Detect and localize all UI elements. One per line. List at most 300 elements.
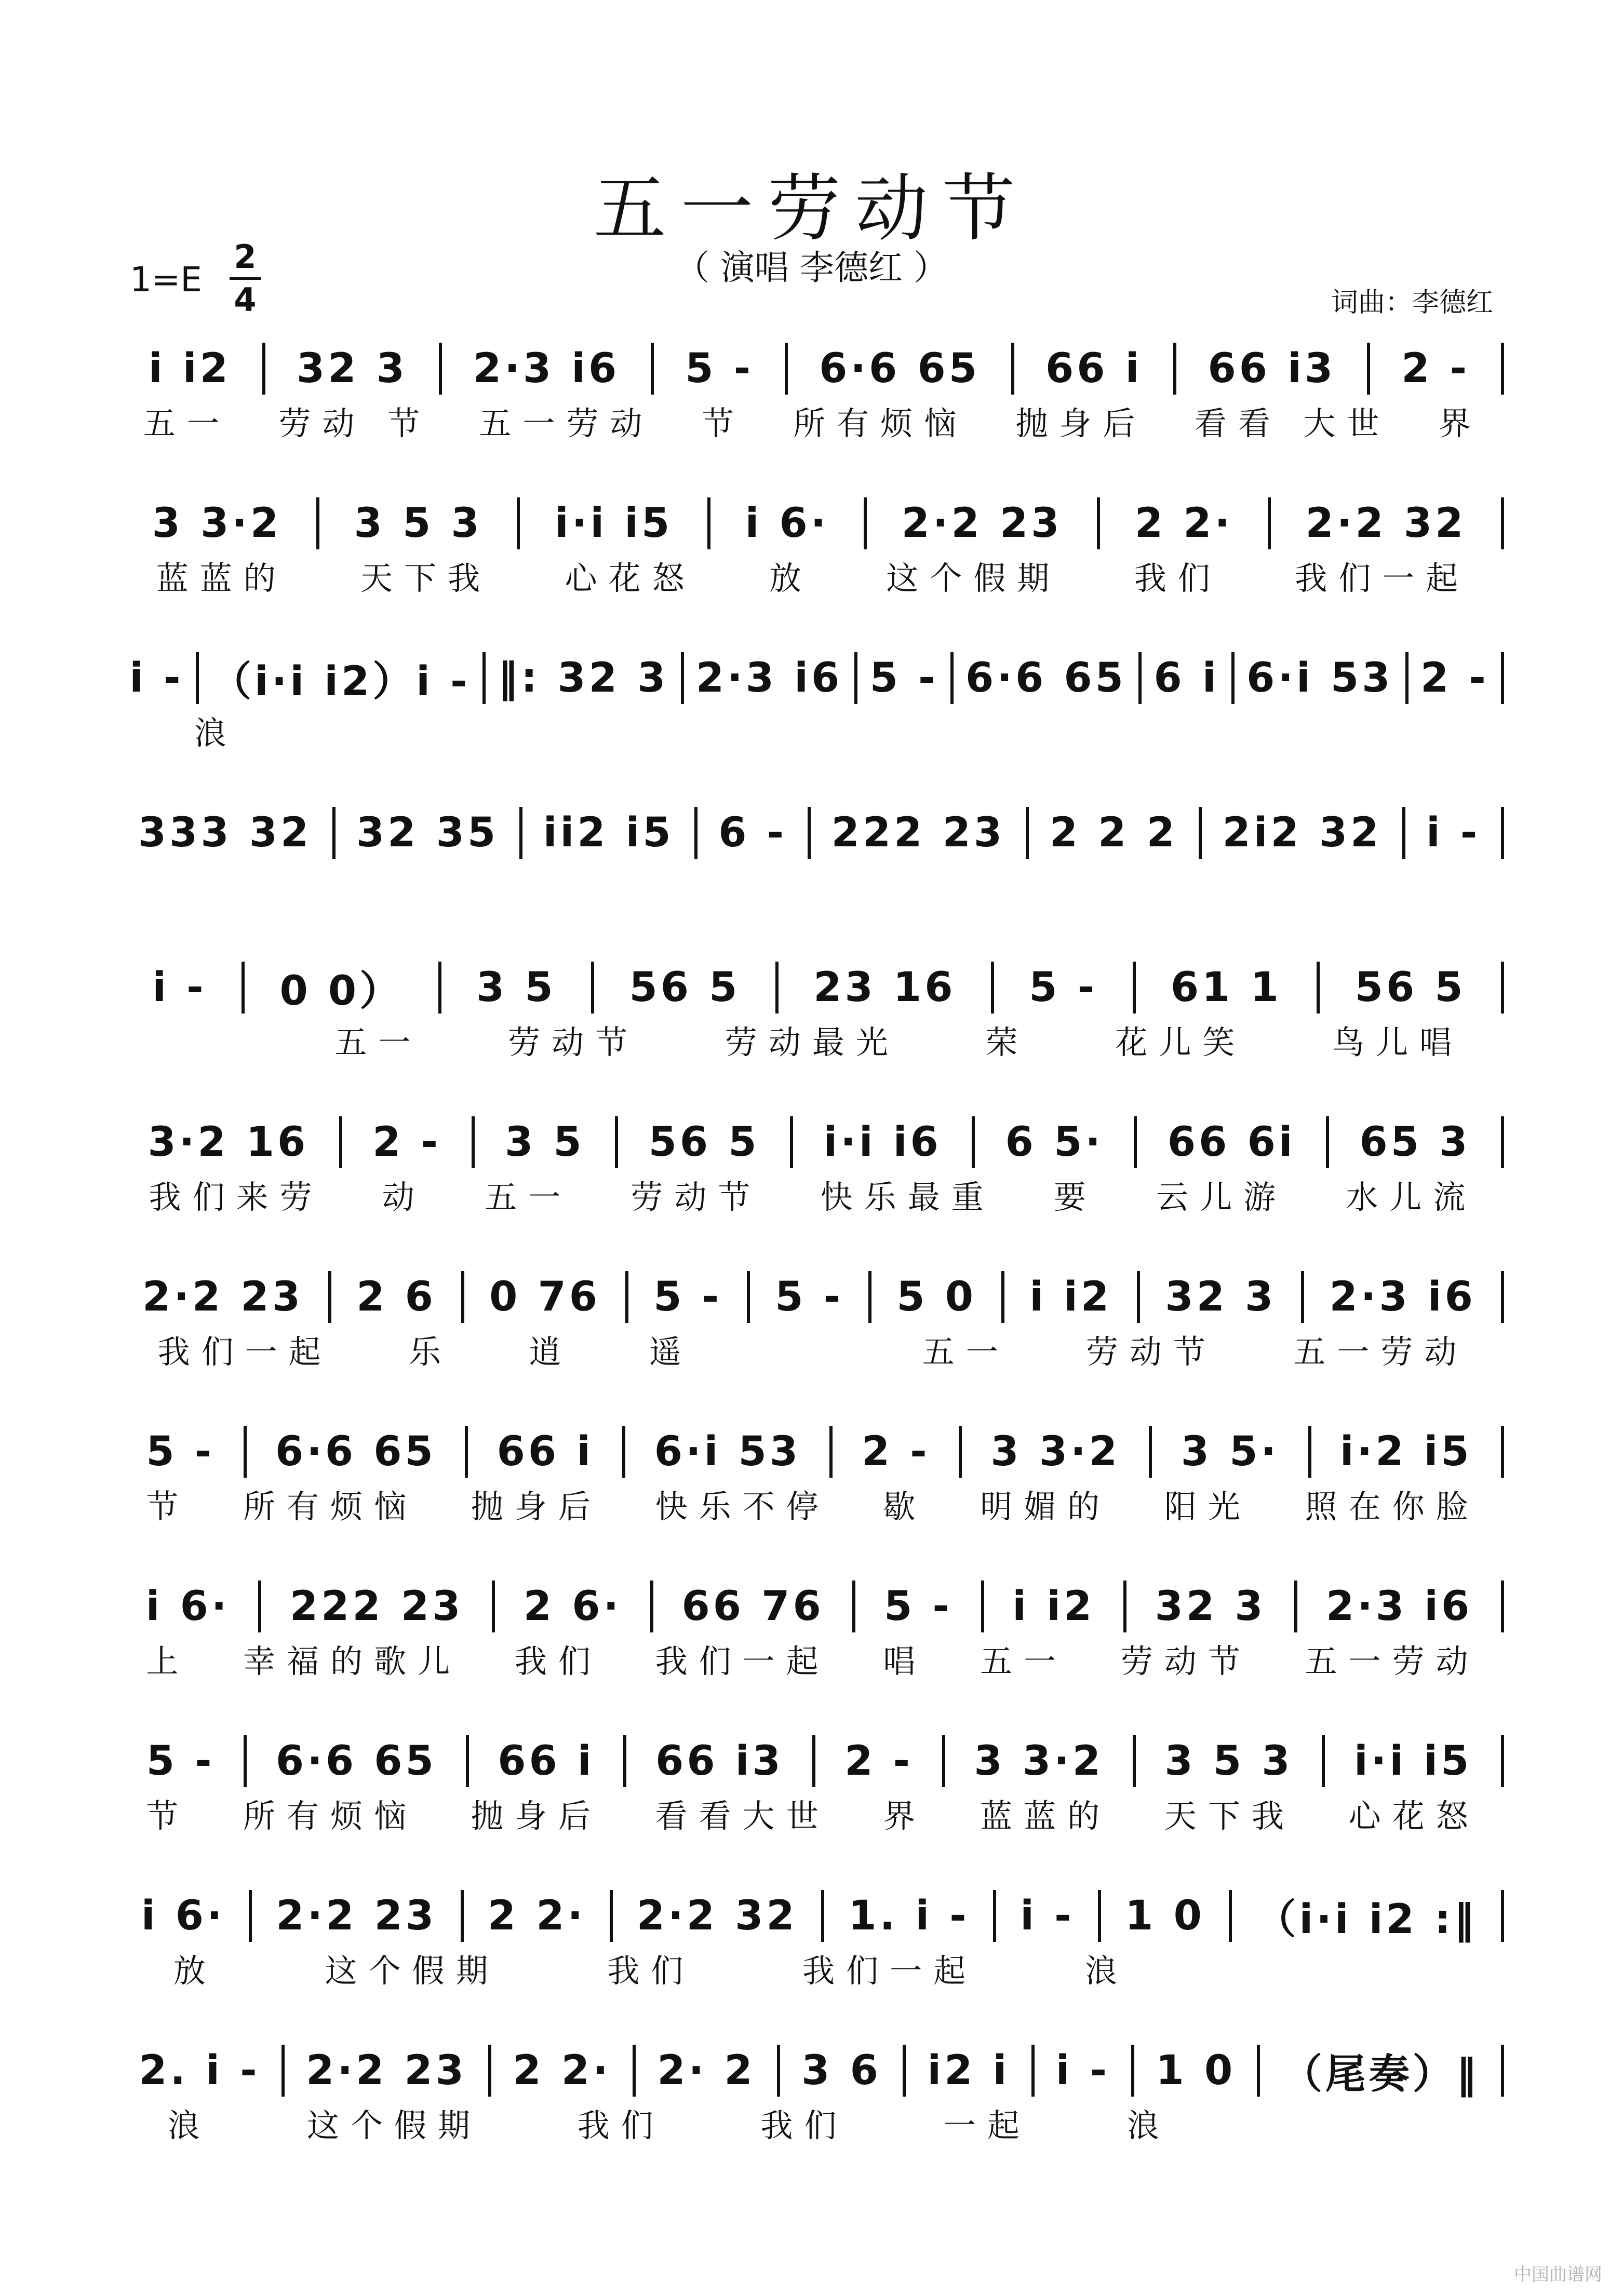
barline: [651, 343, 654, 395]
barline: [472, 1116, 475, 1168]
barline: [1097, 497, 1100, 549]
measure: i·i i5: [1353, 1738, 1472, 1785]
measure: 32 3: [1155, 1583, 1266, 1630]
lyric-text: 这个假期: [325, 1951, 500, 1990]
barline: [854, 652, 857, 704]
lyric-text: 一起: [944, 2106, 1031, 2144]
measure: 2 -: [1401, 345, 1470, 392]
notation-row: [119, 959, 1506, 1016]
barline: [244, 1426, 247, 1478]
barline: [1405, 652, 1409, 704]
barline: [993, 1890, 996, 1942]
measure: i i2: [1012, 1583, 1095, 1630]
measure: 2·2 32: [636, 1893, 798, 1939]
barline: [972, 1116, 975, 1168]
measure: i·i i5: [554, 500, 673, 547]
lyric-text: 抛身后: [471, 1487, 602, 1525]
measure: 66 i3: [655, 1738, 784, 1785]
measure: 222 23: [831, 809, 1005, 856]
lyric-text: 五一劳动: [1305, 1642, 1480, 1680]
barline: [852, 1581, 855, 1632]
score-system: [119, 959, 1506, 1063]
measure: i -: [152, 964, 207, 1011]
measure: 6·6 65: [819, 345, 980, 392]
score-system: [119, 1887, 1506, 1991]
barline: [1137, 1271, 1140, 1323]
lyric-text: 这个假期: [307, 2106, 482, 2144]
barline: [829, 1426, 833, 1478]
barline: [1322, 1735, 1325, 1787]
barline: [1098, 1890, 1101, 1942]
lyrics-row: [119, 1635, 1506, 1682]
measure: 1 0: [1125, 1893, 1205, 1939]
lyric-text: 劳动节: [631, 1178, 762, 1216]
measure: 1 0: [1156, 2047, 1236, 2094]
measure: 3 6: [801, 2047, 881, 2094]
measure: i·i i6: [823, 1119, 942, 1166]
lyrics-row: [119, 1326, 1506, 1372]
lyric-text: 心花怒: [1348, 1797, 1480, 1835]
barline: [864, 497, 867, 549]
notation-row: [119, 1268, 1506, 1326]
lyrics-row: [119, 1790, 1506, 1836]
score-system: [119, 1423, 1506, 1527]
lyric-text: 花儿笑: [1115, 1023, 1246, 1061]
score-system: [119, 495, 1506, 599]
time-signature-bottom: 4: [234, 281, 257, 319]
lyric-text: 浪: [167, 2106, 211, 2144]
barline: [1501, 962, 1504, 1014]
lyrics-row: [119, 1480, 1506, 1527]
measure: 222 23: [289, 1583, 464, 1630]
lyric-text: 五一: [980, 1642, 1068, 1680]
measure: 2 -: [861, 1428, 930, 1475]
lyric-text: 劳动节: [1086, 1332, 1217, 1371]
lyric-text: 五一: [922, 1332, 1010, 1371]
measure: 3 5: [504, 1119, 585, 1166]
measure: 2·2 32: [1305, 500, 1467, 547]
lyric-text: 照在你脸: [1305, 1487, 1480, 1525]
measure: i i2: [1029, 1274, 1112, 1320]
barline: [439, 343, 442, 395]
lyric-text: 五一: [334, 1023, 422, 1061]
lyric-text: 我们: [514, 1642, 602, 1680]
notation-row: [119, 495, 1506, 552]
measure: 2· 2: [657, 2047, 756, 2094]
lyric-text: 我们: [607, 1951, 695, 1990]
singer-credit: （ 演唱 李德红 ）: [675, 248, 948, 288]
measure: 23 16: [813, 964, 956, 1011]
barline: [1231, 652, 1235, 704]
measure: 5 -: [146, 1428, 215, 1475]
lyrics-row: [119, 2099, 1506, 2146]
measure: 3·2 16: [147, 1119, 309, 1166]
lyric-text: 乐: [409, 1332, 453, 1371]
measure: 1. i -: [848, 1893, 970, 1939]
lyric-text: 天下我: [360, 559, 492, 597]
measure: i -: [1426, 809, 1481, 856]
lyric-text: 界: [883, 1797, 927, 1835]
barline: [488, 2045, 491, 2097]
measure: 2 -: [844, 1738, 913, 1785]
measure: 5 -: [775, 1274, 844, 1320]
measure: 3 3·2: [152, 500, 282, 547]
lyric-text: 放: [173, 1951, 217, 1990]
score-system: [119, 1268, 1506, 1372]
barline: [196, 652, 199, 704]
composer-credit: 词曲：李德红: [1331, 287, 1493, 318]
notation-row: [119, 1733, 1506, 1790]
measure: 6·i 53: [1246, 655, 1393, 701]
score-system: [119, 340, 1506, 444]
notation-row: [119, 650, 1506, 707]
lyric-text: 看看大世: [655, 1797, 830, 1835]
measure: 3 3·2: [990, 1428, 1121, 1475]
barline: [981, 1581, 984, 1632]
barline: [1501, 1271, 1504, 1323]
barline: [1501, 1735, 1504, 1787]
barline: [519, 807, 522, 859]
measure: 61 1: [1170, 964, 1282, 1011]
barline: [1501, 497, 1504, 549]
measure: 6·6 65: [275, 1428, 436, 1475]
lyric-text: 心花怒: [565, 559, 696, 597]
measure: i -: [129, 655, 184, 701]
lyric-text: 鸟儿唱: [1332, 1023, 1464, 1061]
measure: 2·3 i6: [695, 655, 843, 701]
lyric-text: 抛身后: [471, 1797, 602, 1835]
time-signature-top: 2: [234, 238, 257, 276]
measure: 2·2 23: [276, 1893, 437, 1939]
barline: [991, 962, 994, 1014]
barline: [262, 343, 265, 395]
lyric-text: 遥: [649, 1332, 693, 1371]
barline: [633, 2045, 636, 2097]
barline: [1229, 1890, 1232, 1942]
score-system: [119, 1578, 1506, 1682]
barline: [868, 1271, 871, 1323]
lyric-text: 我们: [760, 2106, 848, 2144]
barline: [1501, 1890, 1504, 1942]
measure: 2·3 i6: [473, 345, 620, 392]
barline: [1199, 807, 1202, 859]
lyrics-row: [119, 707, 1506, 753]
measure: 0 76: [489, 1274, 601, 1320]
measure: 6·6 65: [275, 1738, 437, 1785]
measure: 6 i: [1153, 655, 1219, 701]
measure: 2 2·: [1134, 500, 1233, 547]
measure: 3 3·2: [974, 1738, 1104, 1785]
measure: 56 5: [629, 964, 741, 1011]
measure: ii2 i5: [543, 809, 674, 856]
measure: 2. i -: [139, 2047, 260, 2094]
barline: [1133, 1735, 1136, 1787]
measure: 2 2·: [513, 2047, 611, 2094]
measure: （尾奏）‖: [1281, 2051, 1480, 2098]
time-signature: [230, 238, 261, 319]
barline: [812, 1735, 815, 1787]
lyric-text: 逍: [529, 1332, 573, 1371]
lyric-text: 天下我: [1164, 1797, 1295, 1835]
measure: 2 2·: [487, 1893, 586, 1939]
barline: [1317, 962, 1320, 1014]
song-title: 五一劳动节: [593, 167, 1030, 251]
notation-row: [119, 340, 1506, 397]
lyric-text: 劳动 节: [278, 404, 432, 442]
barline: [1134, 1116, 1137, 1168]
measure: 5 -: [685, 345, 754, 392]
barline: [650, 1581, 653, 1632]
barline: [1367, 343, 1370, 395]
notation-row: [119, 1887, 1506, 1944]
barline: [1026, 807, 1029, 859]
barline: [785, 343, 788, 395]
barline: [339, 1116, 342, 1168]
barline: [707, 497, 710, 549]
lyric-text: 节: [146, 1487, 190, 1525]
measure: 5 -: [653, 1274, 722, 1320]
barline: [1031, 2045, 1035, 2097]
barline: [466, 1735, 469, 1787]
barline: [950, 652, 954, 704]
barline: [1501, 807, 1504, 859]
measure: 333 32: [138, 809, 312, 856]
barline: [461, 1271, 464, 1323]
barline: [1138, 652, 1142, 704]
measure: 3 5 3: [354, 500, 482, 547]
barline: [1326, 1116, 1329, 1168]
lyric-text: 动: [382, 1178, 426, 1216]
measure: 2·3 i6: [1325, 1583, 1473, 1630]
lyric-text: 浪: [1126, 2106, 1171, 2144]
lyric-text: 我们一起: [1295, 559, 1470, 597]
lyrics-row: [119, 397, 1506, 444]
lyric-text: 我们: [1134, 559, 1222, 597]
measure: 66 i: [498, 1738, 595, 1785]
lyric-text: 五一劳动: [1293, 1332, 1468, 1371]
measure: 5 -: [146, 1738, 215, 1785]
lyric-text: 所有烦恼: [793, 404, 968, 442]
lyric-text: 劳动节: [1120, 1642, 1252, 1680]
measure: ‖: 32 3: [498, 655, 669, 701]
barline: [1501, 652, 1504, 704]
barline: [328, 1271, 331, 1323]
measure: （i·i i2）i -: [211, 658, 471, 705]
lyric-text: 快乐不停: [655, 1487, 830, 1525]
lyric-text: 水儿流: [1346, 1178, 1477, 1216]
notation-row: [119, 1114, 1506, 1171]
measure: 3 5·: [1181, 1428, 1280, 1475]
measure: 2 6: [356, 1274, 436, 1320]
barline: [1011, 343, 1014, 395]
barline: [1402, 807, 1405, 859]
measure: 5 0: [896, 1274, 977, 1320]
score-system: [119, 650, 1506, 753]
measure: 5 -: [1029, 964, 1098, 1011]
lyric-text: 放: [769, 559, 813, 597]
barline: [1308, 1426, 1311, 1478]
lyric-text: 幸福的歌儿: [243, 1642, 462, 1680]
measure: i 6·: [745, 500, 829, 547]
measure: 56 5: [1354, 964, 1466, 1011]
measure: 5 -: [884, 1583, 953, 1630]
lyric-text: 要: [1053, 1178, 1097, 1216]
lyric-text: 阳光: [1164, 1487, 1252, 1525]
lyric-text: 唱: [883, 1642, 927, 1680]
measure: 66 i3: [1208, 345, 1336, 392]
measure: 2 -: [372, 1119, 441, 1166]
lyric-text: 节: [146, 1797, 190, 1835]
lyrics-row: [119, 1016, 1506, 1063]
measure: 65 3: [1359, 1119, 1471, 1166]
barline: [1501, 2045, 1504, 2097]
lyrics-row: [119, 861, 1506, 908]
barline: [1301, 1271, 1304, 1323]
measure: i -: [1055, 2047, 1110, 2094]
lyric-text: 我们一起: [655, 1642, 830, 1680]
measure: 0 0）: [279, 968, 404, 1015]
lyric-text: 劳动节: [508, 1023, 639, 1061]
barline: [1123, 1581, 1126, 1632]
barline: [461, 1890, 464, 1942]
measure: 56 5: [648, 1119, 760, 1166]
barline: [1133, 962, 1136, 1014]
score-system: [119, 804, 1506, 908]
barline: [281, 2045, 285, 2097]
barline: [775, 962, 779, 1014]
lyric-text: 我们一起: [802, 1951, 977, 1990]
barline: [1501, 343, 1504, 395]
watermark: 中国曲谱网: [1514, 2264, 1602, 2285]
measure: 32 3: [1165, 1274, 1277, 1320]
lyric-text: 劳动最光: [725, 1023, 900, 1061]
lyric-text: 蓝蓝的: [156, 559, 287, 597]
measure: 2·2 23: [142, 1274, 303, 1320]
lyric-text: 浪: [1084, 1951, 1129, 1990]
measure: 32 3: [296, 345, 408, 392]
notation-row: [119, 1423, 1506, 1480]
lyric-text: 看看 大世: [1194, 404, 1391, 442]
barline: [681, 652, 684, 704]
barline: [694, 807, 698, 859]
barline: [591, 962, 594, 1014]
key-signature: 1=E: [130, 260, 202, 300]
measure: 66 6i: [1167, 1119, 1296, 1166]
measure: 2i2 32: [1222, 809, 1382, 856]
measure: 6·i 53: [654, 1428, 801, 1475]
measure: 2 -: [1420, 655, 1489, 701]
lyric-text: 节: [701, 404, 745, 442]
measure: 6 5·: [1005, 1119, 1104, 1166]
measure: 2 6·: [523, 1583, 622, 1630]
barline: [1501, 1581, 1504, 1632]
lyric-text: 五一劳动: [479, 404, 654, 442]
lyric-text: 上: [146, 1642, 190, 1680]
barline: [332, 807, 336, 859]
barline: [1257, 2045, 1260, 2097]
lyric-text: 蓝蓝的: [980, 1797, 1111, 1835]
lyric-text: 荣: [985, 1023, 1029, 1061]
measure: i i2: [149, 345, 231, 392]
lyrics-row: [119, 1944, 1506, 1991]
measure: 2·2 23: [901, 500, 1063, 547]
barline: [610, 1890, 613, 1942]
barline: [244, 1735, 247, 1787]
lyric-text: 这个假期: [886, 559, 1061, 597]
measure: 5 -: [869, 655, 938, 701]
barline: [808, 807, 811, 859]
lyric-text: 云儿游: [1156, 1178, 1287, 1216]
measure: 2 2 2: [1049, 809, 1178, 856]
measure: i2 i: [927, 2047, 1010, 2094]
barline: [1294, 1581, 1297, 1632]
barline: [1268, 497, 1271, 549]
lyric-text: 五一: [143, 404, 231, 442]
lyric-text: 抛身后: [1015, 404, 1147, 442]
barline: [1149, 1426, 1152, 1478]
lyric-text: 明媚的: [980, 1487, 1111, 1525]
barline: [615, 1116, 618, 1168]
barline: [777, 2045, 780, 2097]
notation-row: [119, 1578, 1506, 1635]
score-system: [119, 1733, 1506, 1836]
measure: 66 76: [681, 1583, 824, 1630]
barline: [465, 1426, 468, 1478]
measure: 6·6 65: [965, 655, 1126, 701]
barline: [747, 1271, 750, 1323]
measure: i 6·: [145, 1583, 230, 1630]
lyric-text: 五一: [485, 1178, 572, 1216]
barline: [316, 497, 319, 549]
lyric-text: 快乐最重: [820, 1178, 995, 1216]
measure: 2·2 23: [306, 2047, 467, 2094]
measure: i·2 i5: [1339, 1428, 1472, 1475]
barline: [959, 1426, 962, 1478]
barline: [249, 1890, 252, 1942]
measure: 32 35: [356, 809, 499, 856]
score-system: [119, 2042, 1506, 2146]
barline: [438, 962, 441, 1014]
lyric-text: 浪: [194, 713, 238, 752]
barline: [625, 1271, 628, 1323]
score-system: [119, 1114, 1506, 1218]
notation-row: [119, 804, 1506, 861]
measure: 66 i: [1045, 345, 1143, 392]
barline: [242, 962, 245, 1014]
barline: [942, 1735, 945, 1787]
time-signature-divider: [230, 277, 261, 280]
lyric-text: 我们: [577, 2106, 665, 2144]
lyric-text: 我们一起: [157, 1332, 332, 1371]
barline: [1173, 343, 1176, 395]
barline: [790, 1116, 793, 1168]
barline: [623, 1735, 626, 1787]
barline: [258, 1581, 261, 1632]
notation-row: [119, 2042, 1506, 2099]
barline: [1501, 1426, 1504, 1478]
lyric-text: 我们来劳: [149, 1178, 324, 1216]
lyrics-row: [119, 552, 1506, 599]
measure: （i·i i2 :‖: [1255, 1896, 1478, 1943]
measure: 66 i: [497, 1428, 594, 1475]
lyric-text: 界: [1438, 404, 1482, 442]
lyric-text: 所有烦恼: [243, 1487, 418, 1525]
barline: [482, 652, 486, 704]
barline: [622, 1426, 625, 1478]
barline: [517, 497, 520, 549]
barline: [1501, 1116, 1504, 1168]
measure: 3 5 3: [1164, 1738, 1293, 1785]
